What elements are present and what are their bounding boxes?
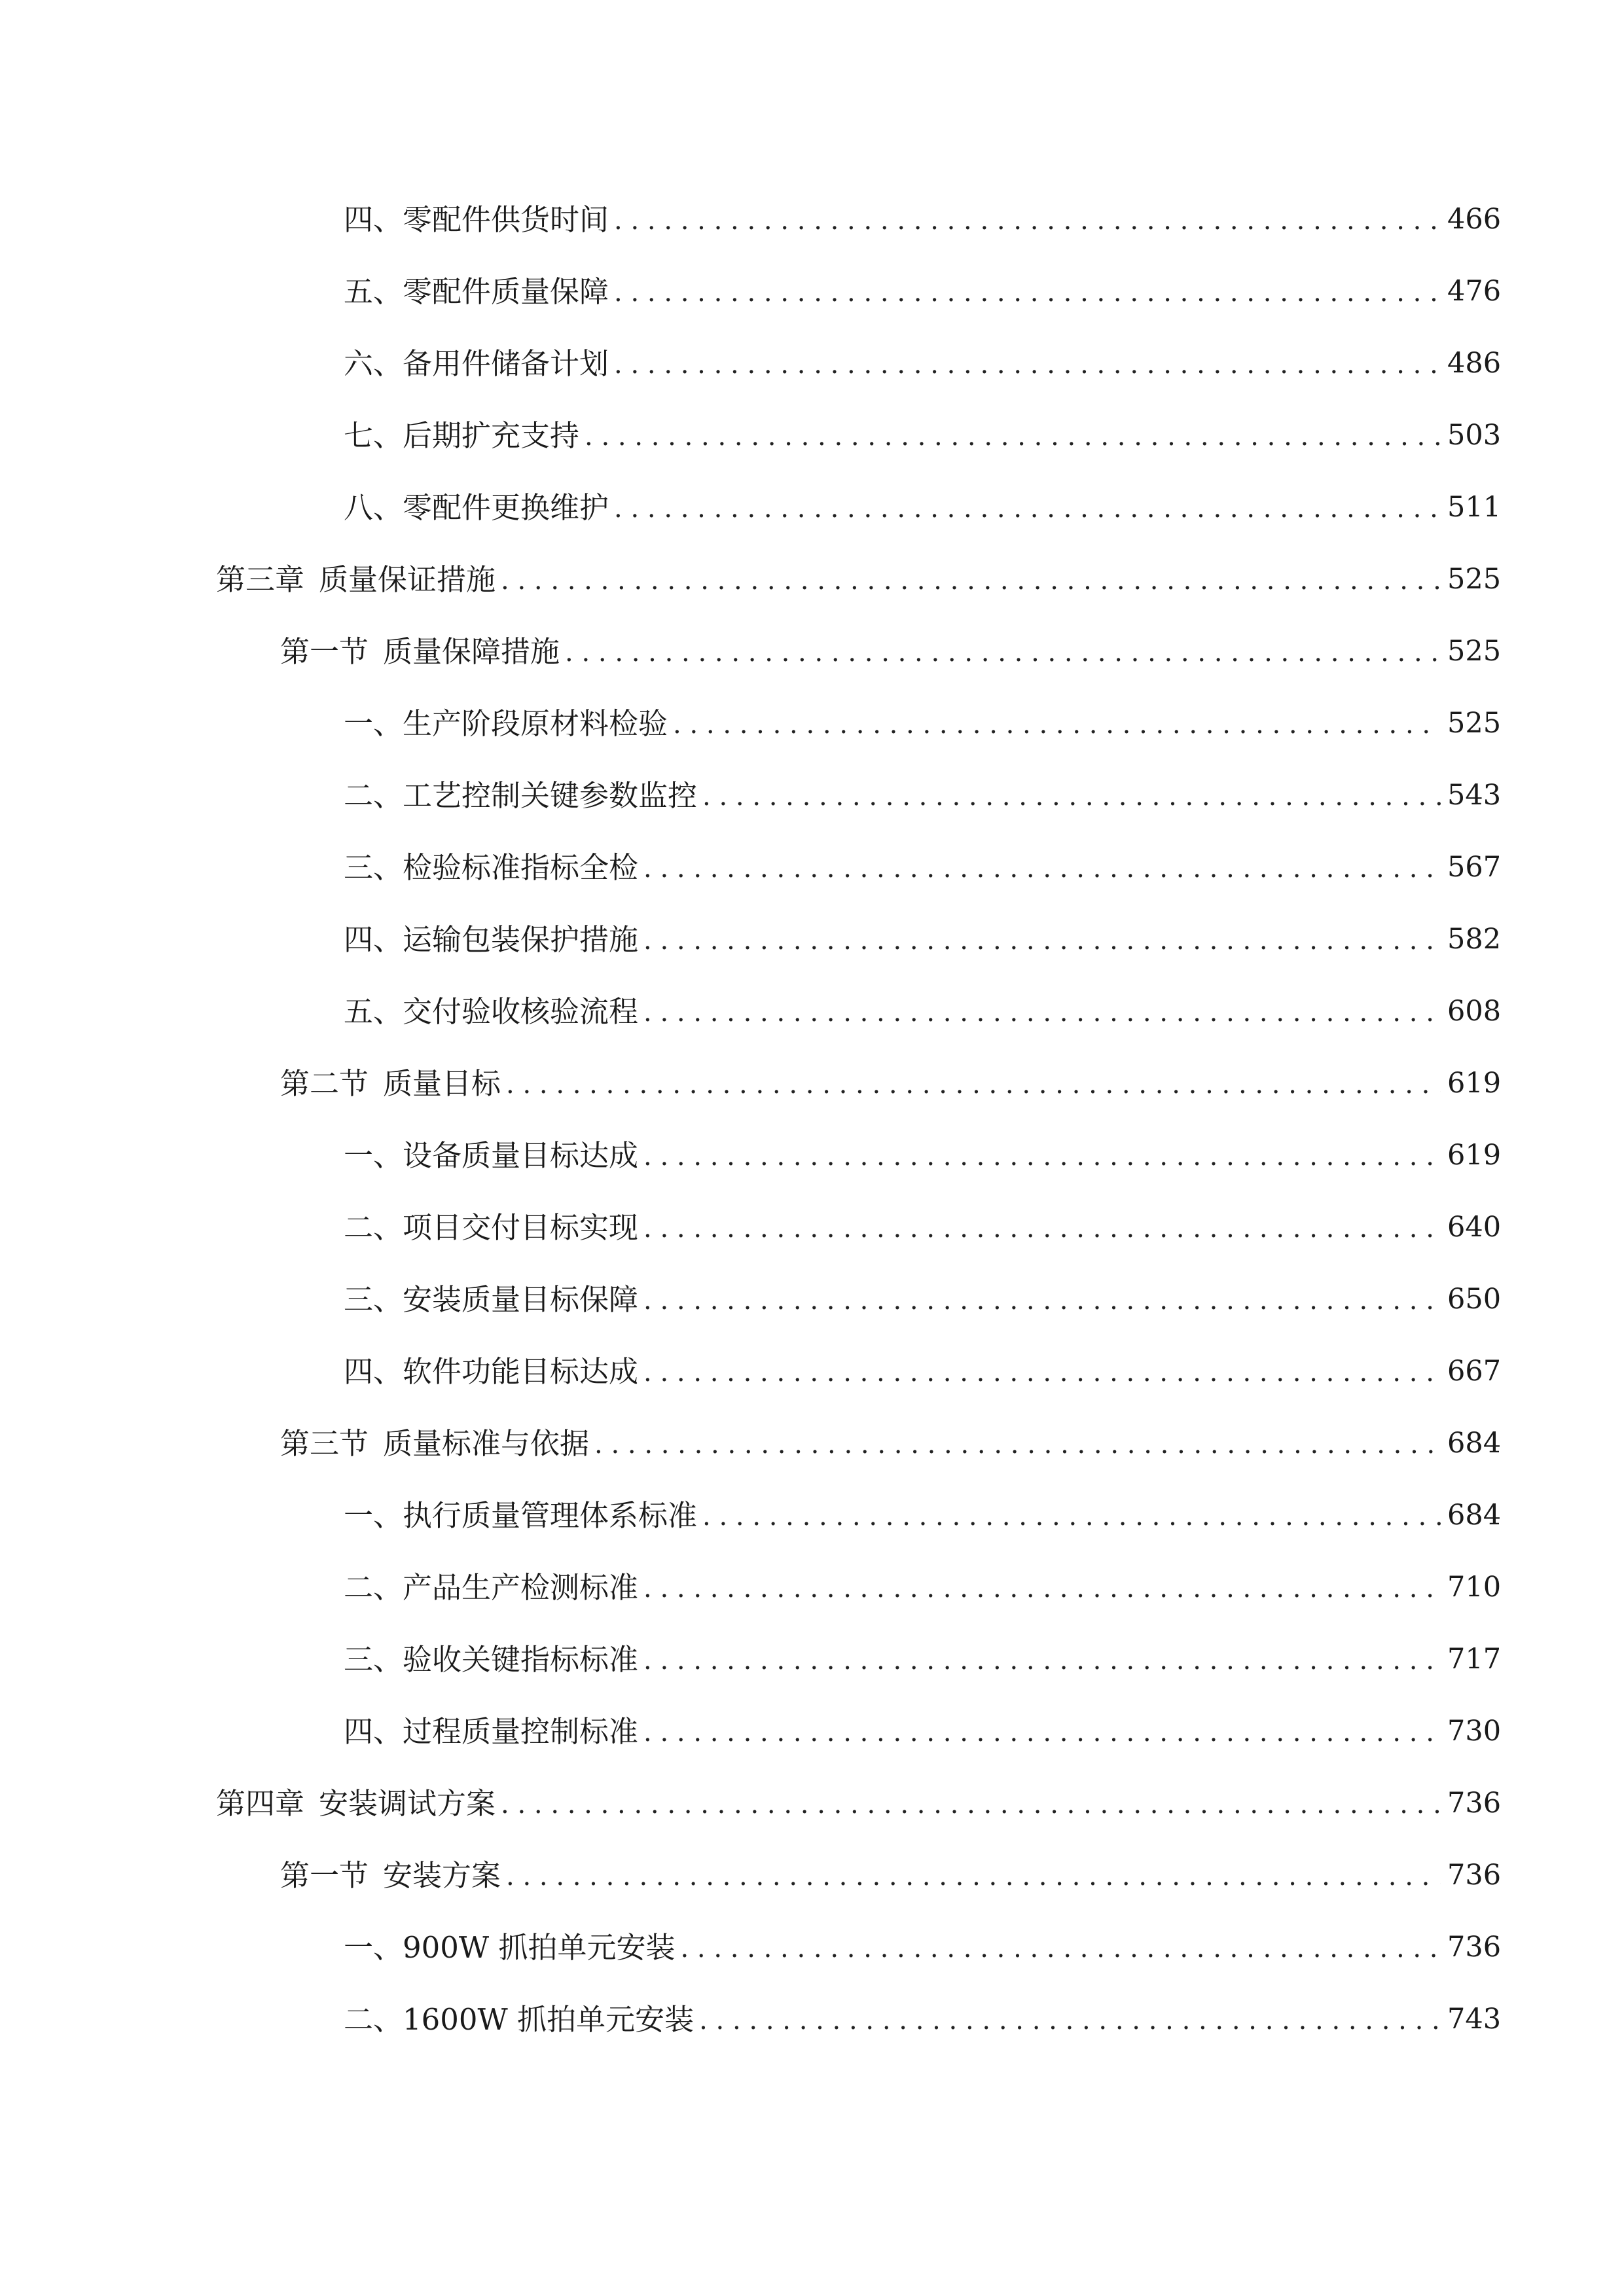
toc-section-entry[interactable] (0, 615, 1624, 687)
toc-entry[interactable] (0, 1479, 1624, 1551)
toc-entry-number: 四、 (344, 1713, 403, 1749)
toc-entry-page: 525 (1447, 706, 1502, 740)
dot-leader (643, 855, 1441, 882)
toc-entry[interactable] (0, 1191, 1624, 1263)
toc-entry-title: 900W 抓拍单元安装 (403, 1929, 676, 1965)
toc-entry-title: 工艺控制关键参数监控 (403, 778, 698, 813)
toc-entry[interactable] (0, 759, 1624, 831)
toc-entry-number: 二、 (344, 1210, 403, 1245)
dot-leader (643, 1647, 1441, 1674)
toc-entry[interactable] (0, 1623, 1624, 1695)
dot-leader (501, 1791, 1441, 1818)
toc-entry-page: 736 (1447, 1858, 1502, 1892)
dot-leader (673, 711, 1441, 738)
toc-entry-page: 650 (1447, 1282, 1502, 1316)
dot-leader (643, 1359, 1441, 1386)
toc-entry-title: 质量标准与依据 (383, 1426, 590, 1461)
table-of-contents (0, 183, 1624, 2055)
toc-entry[interactable] (0, 1335, 1624, 1407)
toc-entry-title: 交付验收核验流程 (403, 994, 639, 1029)
toc-entry-page: 582 (1447, 922, 1502, 956)
toc-entry-number: 三、 (344, 1641, 403, 1677)
toc-entry[interactable] (0, 1983, 1624, 2055)
dot-leader (565, 639, 1441, 666)
toc-entry-number: 七、 (344, 418, 403, 453)
toc-entry-title: 设备质量目标达成 (403, 1138, 639, 1173)
toc-entry-title: 质量保证措施 (319, 562, 496, 597)
toc-entry-page: 743 (1447, 2002, 1502, 2036)
toc-entry-number: 二、 (344, 2001, 403, 2037)
dot-leader (506, 1071, 1441, 1098)
toc-entry-page: 525 (1447, 562, 1502, 596)
toc-entry-page: 619 (1447, 1066, 1502, 1100)
dot-leader (643, 927, 1441, 954)
toc-chapter-entry[interactable] (0, 1767, 1624, 1839)
toc-entry[interactable] (0, 399, 1624, 471)
dot-leader (585, 423, 1441, 450)
toc-entry[interactable] (0, 471, 1624, 543)
toc-section-entry[interactable] (0, 1407, 1624, 1479)
dot-leader (506, 1863, 1441, 1890)
toc-entry-page: 684 (1447, 1426, 1502, 1460)
toc-entry[interactable] (0, 327, 1624, 399)
dot-leader (702, 783, 1441, 810)
toc-entry[interactable] (0, 975, 1624, 1047)
toc-entry-number: 四、 (344, 922, 403, 957)
dot-leader (614, 207, 1441, 234)
toc-entry-number: 第二节 (280, 1066, 369, 1101)
toc-entry-page: 640 (1447, 1210, 1502, 1244)
toc-entry[interactable] (0, 1119, 1624, 1191)
toc-entry-title: 项目交付目标实现 (403, 1210, 639, 1245)
toc-entry-number: 一、 (344, 1138, 403, 1173)
dot-leader (614, 351, 1441, 378)
toc-entry-title: 安装质量目标保障 (403, 1282, 639, 1317)
toc-entry-title: 备用件储备计划 (403, 346, 609, 381)
toc-entry[interactable] (0, 1551, 1624, 1623)
toc-entry-number: 四、 (344, 202, 403, 237)
toc-entry-page: 608 (1447, 994, 1502, 1028)
toc-entry-number: 二、 (344, 778, 403, 813)
toc-entry-page: 543 (1447, 778, 1502, 812)
toc-entry-title: 检验标准指标全检 (403, 850, 639, 885)
dot-leader (643, 999, 1441, 1026)
dot-leader (702, 1503, 1441, 1530)
toc-entry[interactable] (0, 687, 1624, 759)
toc-entry-page: 511 (1447, 490, 1502, 524)
toc-entry-page: 736 (1447, 1930, 1502, 1964)
toc-section-entry[interactable] (0, 1047, 1624, 1119)
dot-leader (699, 2007, 1441, 2034)
toc-entry-number: 二、 (344, 1570, 403, 1605)
toc-entry-number: 五、 (344, 274, 403, 309)
toc-entry-page: 466 (1447, 202, 1502, 236)
toc-entry[interactable] (0, 255, 1624, 327)
toc-chapter-entry[interactable] (0, 543, 1624, 615)
toc-entry[interactable] (0, 831, 1624, 903)
toc-entry-title: 执行质量管理体系标准 (403, 1498, 698, 1533)
toc-entry-number: 第一节 (280, 1857, 369, 1893)
dot-leader (643, 1215, 1441, 1242)
toc-entry-title: 生产阶段原材料检验 (403, 706, 668, 741)
dot-leader (594, 1431, 1441, 1458)
toc-entry-page: 619 (1447, 1138, 1502, 1172)
dot-leader (643, 1575, 1441, 1602)
toc-entry-number: 三、 (344, 850, 403, 885)
toc-entry-title: 零配件质量保障 (403, 274, 609, 309)
toc-entry-page: 667 (1447, 1354, 1502, 1388)
toc-entry-number: 五、 (344, 994, 403, 1029)
toc-entry-title: 安装方案 (383, 1857, 501, 1893)
toc-entry-page: 476 (1447, 274, 1502, 308)
toc-entry[interactable] (0, 183, 1624, 255)
toc-entry-title: 软件功能目标达成 (403, 1354, 639, 1389)
toc-entry[interactable] (0, 1911, 1624, 1983)
toc-entry-number: 第一节 (280, 634, 369, 669)
dot-leader (680, 1935, 1441, 1962)
dot-leader (643, 1719, 1441, 1746)
dot-leader (643, 1287, 1441, 1314)
toc-entry-number: 第四章 (216, 1785, 305, 1821)
toc-entry-page: 730 (1447, 1714, 1502, 1748)
toc-entry-page: 710 (1447, 1570, 1502, 1604)
toc-entry-title: 质量目标 (383, 1066, 501, 1101)
toc-entry-page: 503 (1447, 418, 1502, 452)
dot-leader (643, 1143, 1441, 1170)
toc-entry[interactable] (0, 1695, 1624, 1767)
toc-entry-number: 一、 (344, 1929, 403, 1965)
toc-entry[interactable] (0, 903, 1624, 975)
toc-entry-page: 736 (1447, 1786, 1502, 1820)
toc-entry-page: 486 (1447, 346, 1502, 380)
dot-leader (501, 567, 1441, 594)
toc-entry-page: 684 (1447, 1498, 1502, 1532)
toc-entry-number: 三、 (344, 1282, 403, 1317)
toc-entry-title: 运输包装保护措施 (403, 922, 639, 957)
toc-entry-title: 质量保障措施 (383, 634, 560, 669)
dot-leader (614, 279, 1441, 306)
toc-entry-page: 525 (1447, 634, 1502, 668)
toc-entry-number: 第三章 (216, 562, 305, 597)
toc-entry-title: 过程质量控制标准 (403, 1713, 639, 1749)
toc-entry-page: 567 (1447, 850, 1502, 884)
toc-entry-page: 717 (1447, 1642, 1502, 1676)
toc-entry-title: 产品生产检测标准 (403, 1570, 639, 1605)
toc-entry-number: 四、 (344, 1354, 403, 1389)
toc-entry-title: 后期扩充支持 (403, 418, 580, 453)
toc-entry[interactable] (0, 1263, 1624, 1335)
toc-entry-title: 安装调试方案 (319, 1785, 496, 1821)
toc-entry-number: 六、 (344, 346, 403, 381)
toc-entry-title: 零配件更换维护 (403, 490, 609, 525)
toc-entry-number: 一、 (344, 1498, 403, 1533)
dot-leader (614, 495, 1441, 522)
toc-section-entry[interactable] (0, 1839, 1624, 1911)
toc-entry-title: 1600W 抓拍单元安装 (403, 2001, 695, 2037)
toc-entry-title: 零配件供货时间 (403, 202, 609, 237)
toc-entry-number: 第三节 (280, 1426, 369, 1461)
toc-entry-number: 八、 (344, 490, 403, 525)
toc-entry-number: 一、 (344, 706, 403, 741)
toc-entry-title: 验收关键指标标准 (403, 1641, 639, 1677)
